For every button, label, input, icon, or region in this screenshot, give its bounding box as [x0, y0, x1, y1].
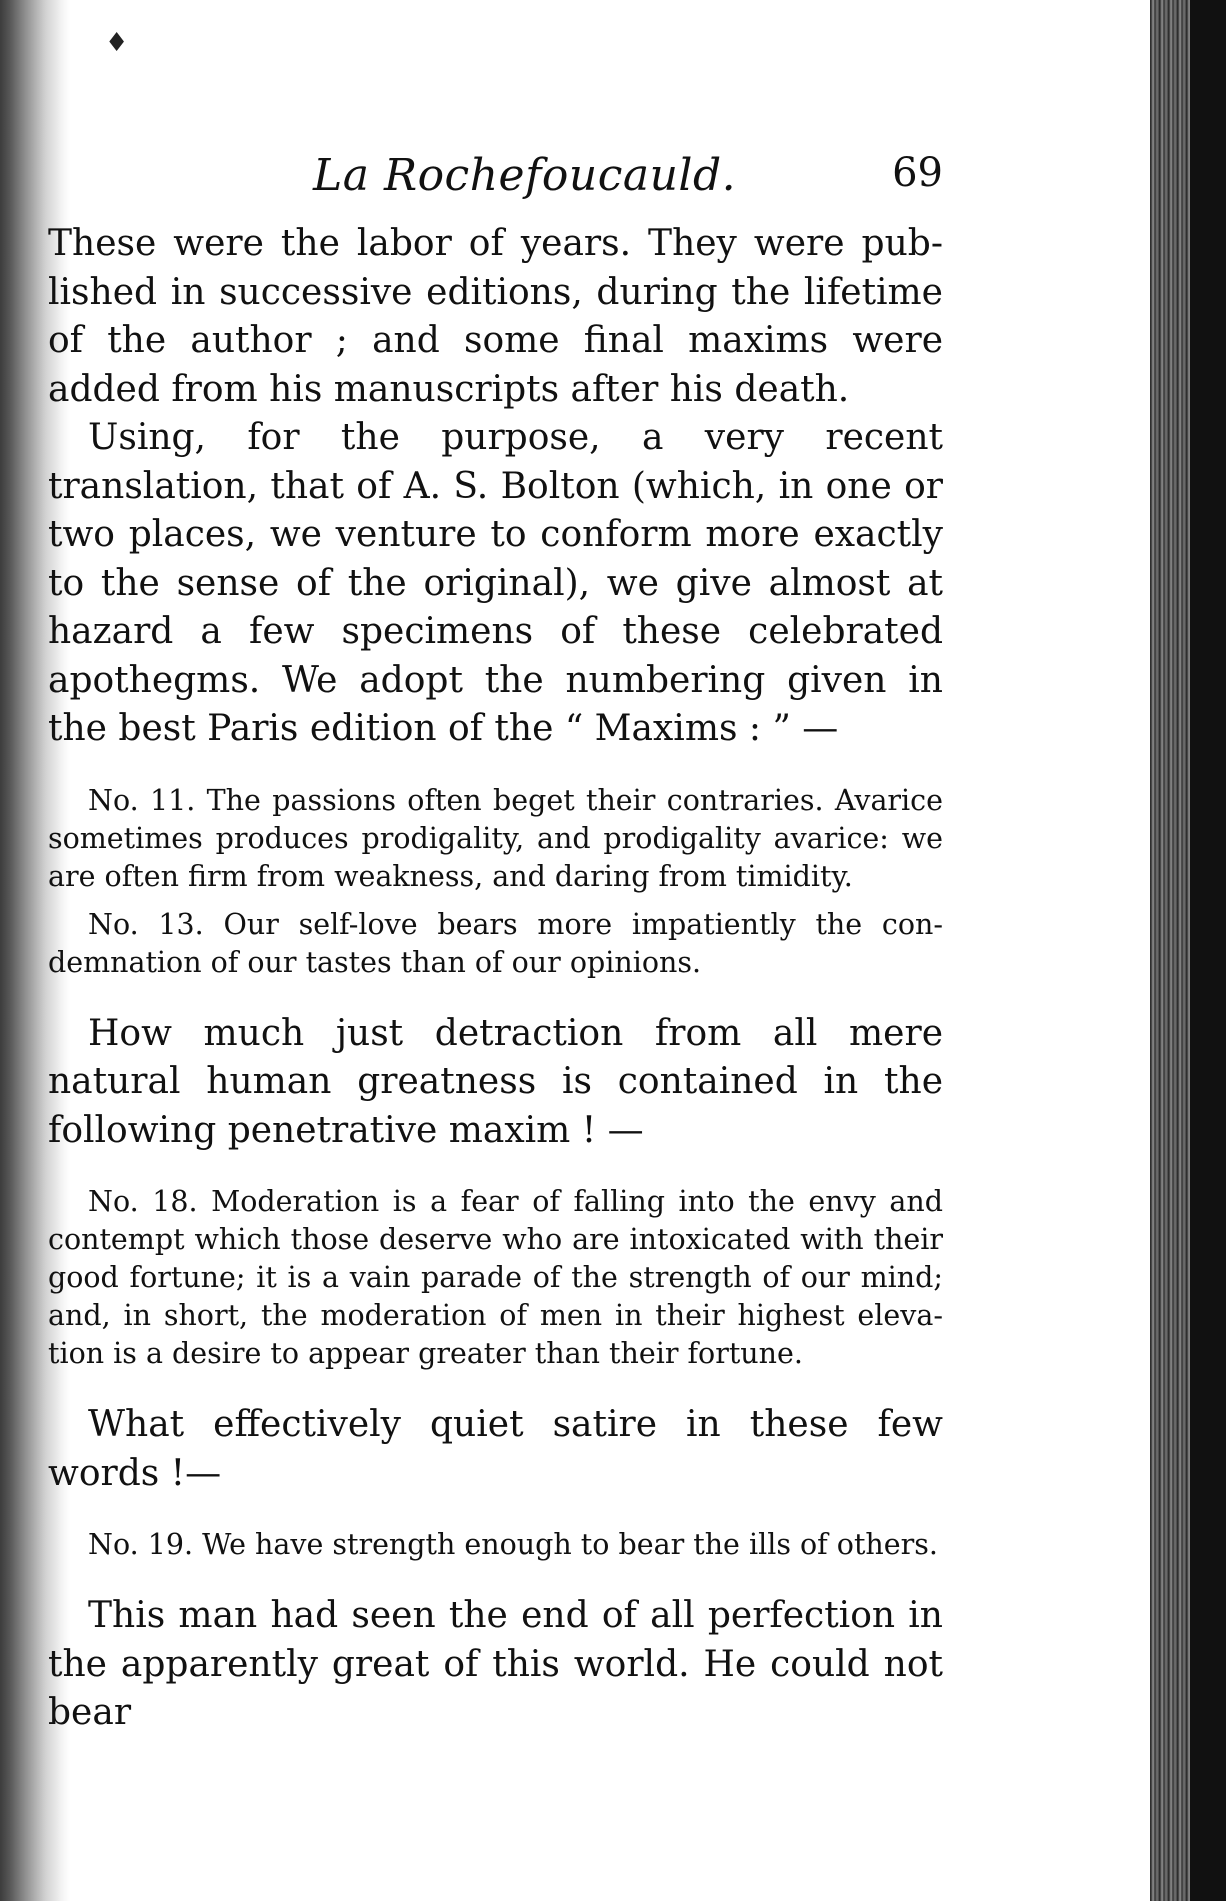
maxim-19: No. 19. We have strength enough to bear the ills of others. [88, 1528, 938, 1561]
page-number: 69 [892, 150, 943, 196]
paragraph-detraction: How much just detraction from all mere natural human greatness is contained in the following penetrative maxim ! — [48, 1012, 943, 1151]
scan-right-border [1190, 0, 1226, 1901]
book-page [48, 150, 943, 1738]
running-header [48, 150, 943, 220]
paragraph-satire: What effectively quiet satire in these few words !— [48, 1404, 943, 1494]
running-title: La Rochefoucauld. [313, 150, 737, 201]
maxim-18: No. 18. Moderation is a fear of falling into the envy and contempt which those deserve who are intoxicated with their good fortune; it is a vain parade of the strength of our mind; and, in short, the moderation of men in their highest elevation is a desire to appear greater than their fortune. [48, 1185, 943, 1370]
paragraph-perfection: This man had seen the end of all perfection in the apparently great of this world. He could not bear [48, 1595, 943, 1733]
paragraph-publication: These were the labor of years. They were published in successive editions, during the lifetime of the author ; and some final maxims were added from his manuscripts after his death. [48, 223, 943, 410]
printer-mark: ♦ [105, 28, 129, 58]
paragraph-translation: Using, for the purpose, a very recent translation, that of A. S. Bolton (which, in one or two places, we venture to conform more exactly to the sense of the original), we give almost at hazard a few specimens of these celebrated apothegms. We adopt the numbering given in the best Paris edition of the “ Maxims : ” — [48, 417, 943, 749]
scan-right-edge [1150, 0, 1190, 1901]
maxim-13: No. 13. Our self-love bears more impatiently the condemnation of our tastes than of our opinions. [48, 907, 943, 979]
maxim-11: No. 11. The passions often beget their contraries. Avarice sometimes produces prodigality, and prodigality avarice: we are often firm from weakness, and daring from timidity. [48, 783, 943, 893]
